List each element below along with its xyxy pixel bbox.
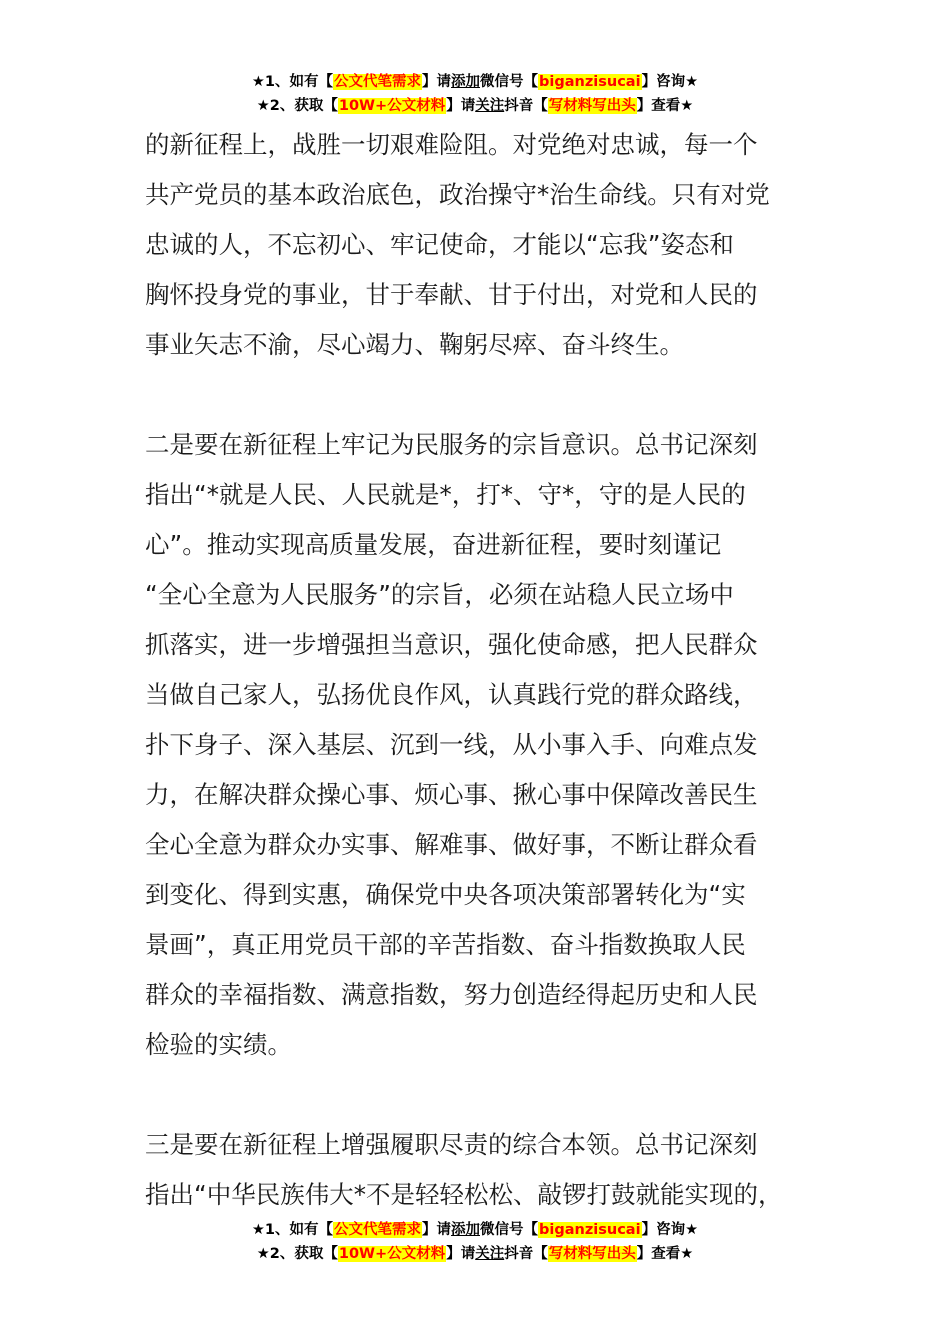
banner-text: 】咨询★ bbox=[641, 74, 699, 90]
banner-text: ★2、获取【 bbox=[256, 98, 338, 114]
text-line: 共产党员的基本政治底色，政治操守*治生命线。只有对党 bbox=[145, 180, 770, 209]
banner-highlight: 公文代笔需求 bbox=[334, 1222, 422, 1238]
banner-douyin-id: 写材料写出头 bbox=[548, 1246, 636, 1262]
banner-text: ★1、如有【 bbox=[251, 74, 334, 90]
banner-line-1 bbox=[0, 1218, 950, 1242]
footer-banner bbox=[0, 1218, 950, 1266]
banner-text: 】咨询★ bbox=[641, 1222, 699, 1238]
banner-text: ★1、如有【 bbox=[251, 1222, 334, 1238]
banner-text: 】请 bbox=[446, 98, 476, 114]
paragraph-1 bbox=[145, 120, 835, 370]
banner-highlight: 10W+公文材料 bbox=[338, 1246, 446, 1262]
text-line: 当做自己家人，弘扬优良作风，认真践行党的群众路线， bbox=[145, 680, 758, 709]
banner-line-1 bbox=[0, 70, 950, 94]
text-line: 力，在解决群众操心事、烦心事、揪心事中保障改善民生 bbox=[145, 780, 758, 809]
text-line: 到变化、得到实惠，确保党中央各项决策部署转化为“实 bbox=[145, 880, 746, 909]
text-line: 三是要在新征程上增强履职尽责的综合本领。总书记深刻 bbox=[145, 1130, 758, 1159]
banner-text: 】请 bbox=[422, 1222, 452, 1238]
banner-text: 抖音【 bbox=[504, 98, 548, 114]
banner-text: 】查看★ bbox=[636, 1246, 694, 1262]
banner-highlight: 公文代笔需求 bbox=[334, 74, 422, 90]
text-line: 抓落实，进一步增强担当意识，强化使命感，把人民群众 bbox=[145, 630, 758, 659]
banner-underlined-text: 关注 bbox=[475, 98, 505, 114]
banner-text: 抖音【 bbox=[504, 1246, 548, 1262]
banner-highlight: 10W+公文材料 bbox=[338, 98, 446, 114]
banner-text: 微信号【 bbox=[480, 74, 539, 90]
banner-underlined-text: 关注 bbox=[475, 1246, 505, 1262]
header-banner bbox=[0, 70, 950, 118]
text-line: 群众的幸福指数、满意指数，努力创造经得起历史和人民 bbox=[145, 980, 758, 1009]
banner-underlined-text: 添加 bbox=[451, 1222, 481, 1238]
text-line: 景画”，真正用党员干部的辛苦指数、奋斗指数换取人民 bbox=[145, 930, 746, 959]
banner-text: 】请 bbox=[422, 74, 452, 90]
banner-line-2 bbox=[0, 94, 950, 118]
text-line: 指出“*就是人民、人民就是*，打*、守*，守的是人民的 bbox=[145, 480, 746, 509]
text-line: 胸怀投身党的事业，甘于奉献、甘于付出，对党和人民的 bbox=[145, 280, 758, 309]
text-line: 全心全意为群众办实事、解难事、做好事，不断让群众看 bbox=[145, 830, 758, 859]
text-line: 检验的实绩。 bbox=[145, 1030, 292, 1059]
paragraph-spacer bbox=[145, 1070, 835, 1120]
paragraph-spacer bbox=[145, 370, 835, 420]
banner-text: 微信号【 bbox=[480, 1222, 539, 1238]
text-line: 扑下身子、深入基层、沉到一线，从小事入手、向难点发 bbox=[145, 730, 758, 759]
banner-text: 】请 bbox=[446, 1246, 476, 1262]
paragraph-3 bbox=[145, 1120, 835, 1220]
banner-text: ★2、获取【 bbox=[256, 1246, 338, 1262]
text-line: 的新征程上，战胜一切艰难险阻。对党绝对忠诚，每一个 bbox=[145, 130, 758, 159]
banner-text: 】查看★ bbox=[636, 98, 694, 114]
banner-line-2 bbox=[0, 1242, 950, 1266]
banner-wechat-id: biganzisucai bbox=[539, 74, 641, 90]
banner-douyin-id: 写材料写出头 bbox=[548, 98, 636, 114]
text-line: 指出“中华民族伟大*不是轻轻松松、敲锣打鼓就能实现的， bbox=[145, 1180, 783, 1209]
paragraph-2 bbox=[145, 420, 835, 1070]
text-line: “全心全意为人民服务”的宗旨，必须在站稳人民立场中 bbox=[145, 580, 734, 609]
text-line: 忠诚的人，不忘初心、牢记使命，才能以“忘我”姿态和 bbox=[145, 230, 734, 259]
banner-underlined-text: 添加 bbox=[451, 74, 481, 90]
text-line: 二是要在新征程上牢记为民服务的宗旨意识。总书记深刻 bbox=[145, 430, 758, 459]
text-line: 心”。推动实现高质量发展，奋进新征程，要时刻谨记 bbox=[145, 530, 722, 559]
text-line: 事业矢志不渝，尽心竭力、鞠躬尽瘁、奋斗终生。 bbox=[145, 330, 684, 359]
document-body bbox=[145, 120, 835, 1220]
banner-wechat-id: biganzisucai bbox=[539, 1222, 641, 1238]
